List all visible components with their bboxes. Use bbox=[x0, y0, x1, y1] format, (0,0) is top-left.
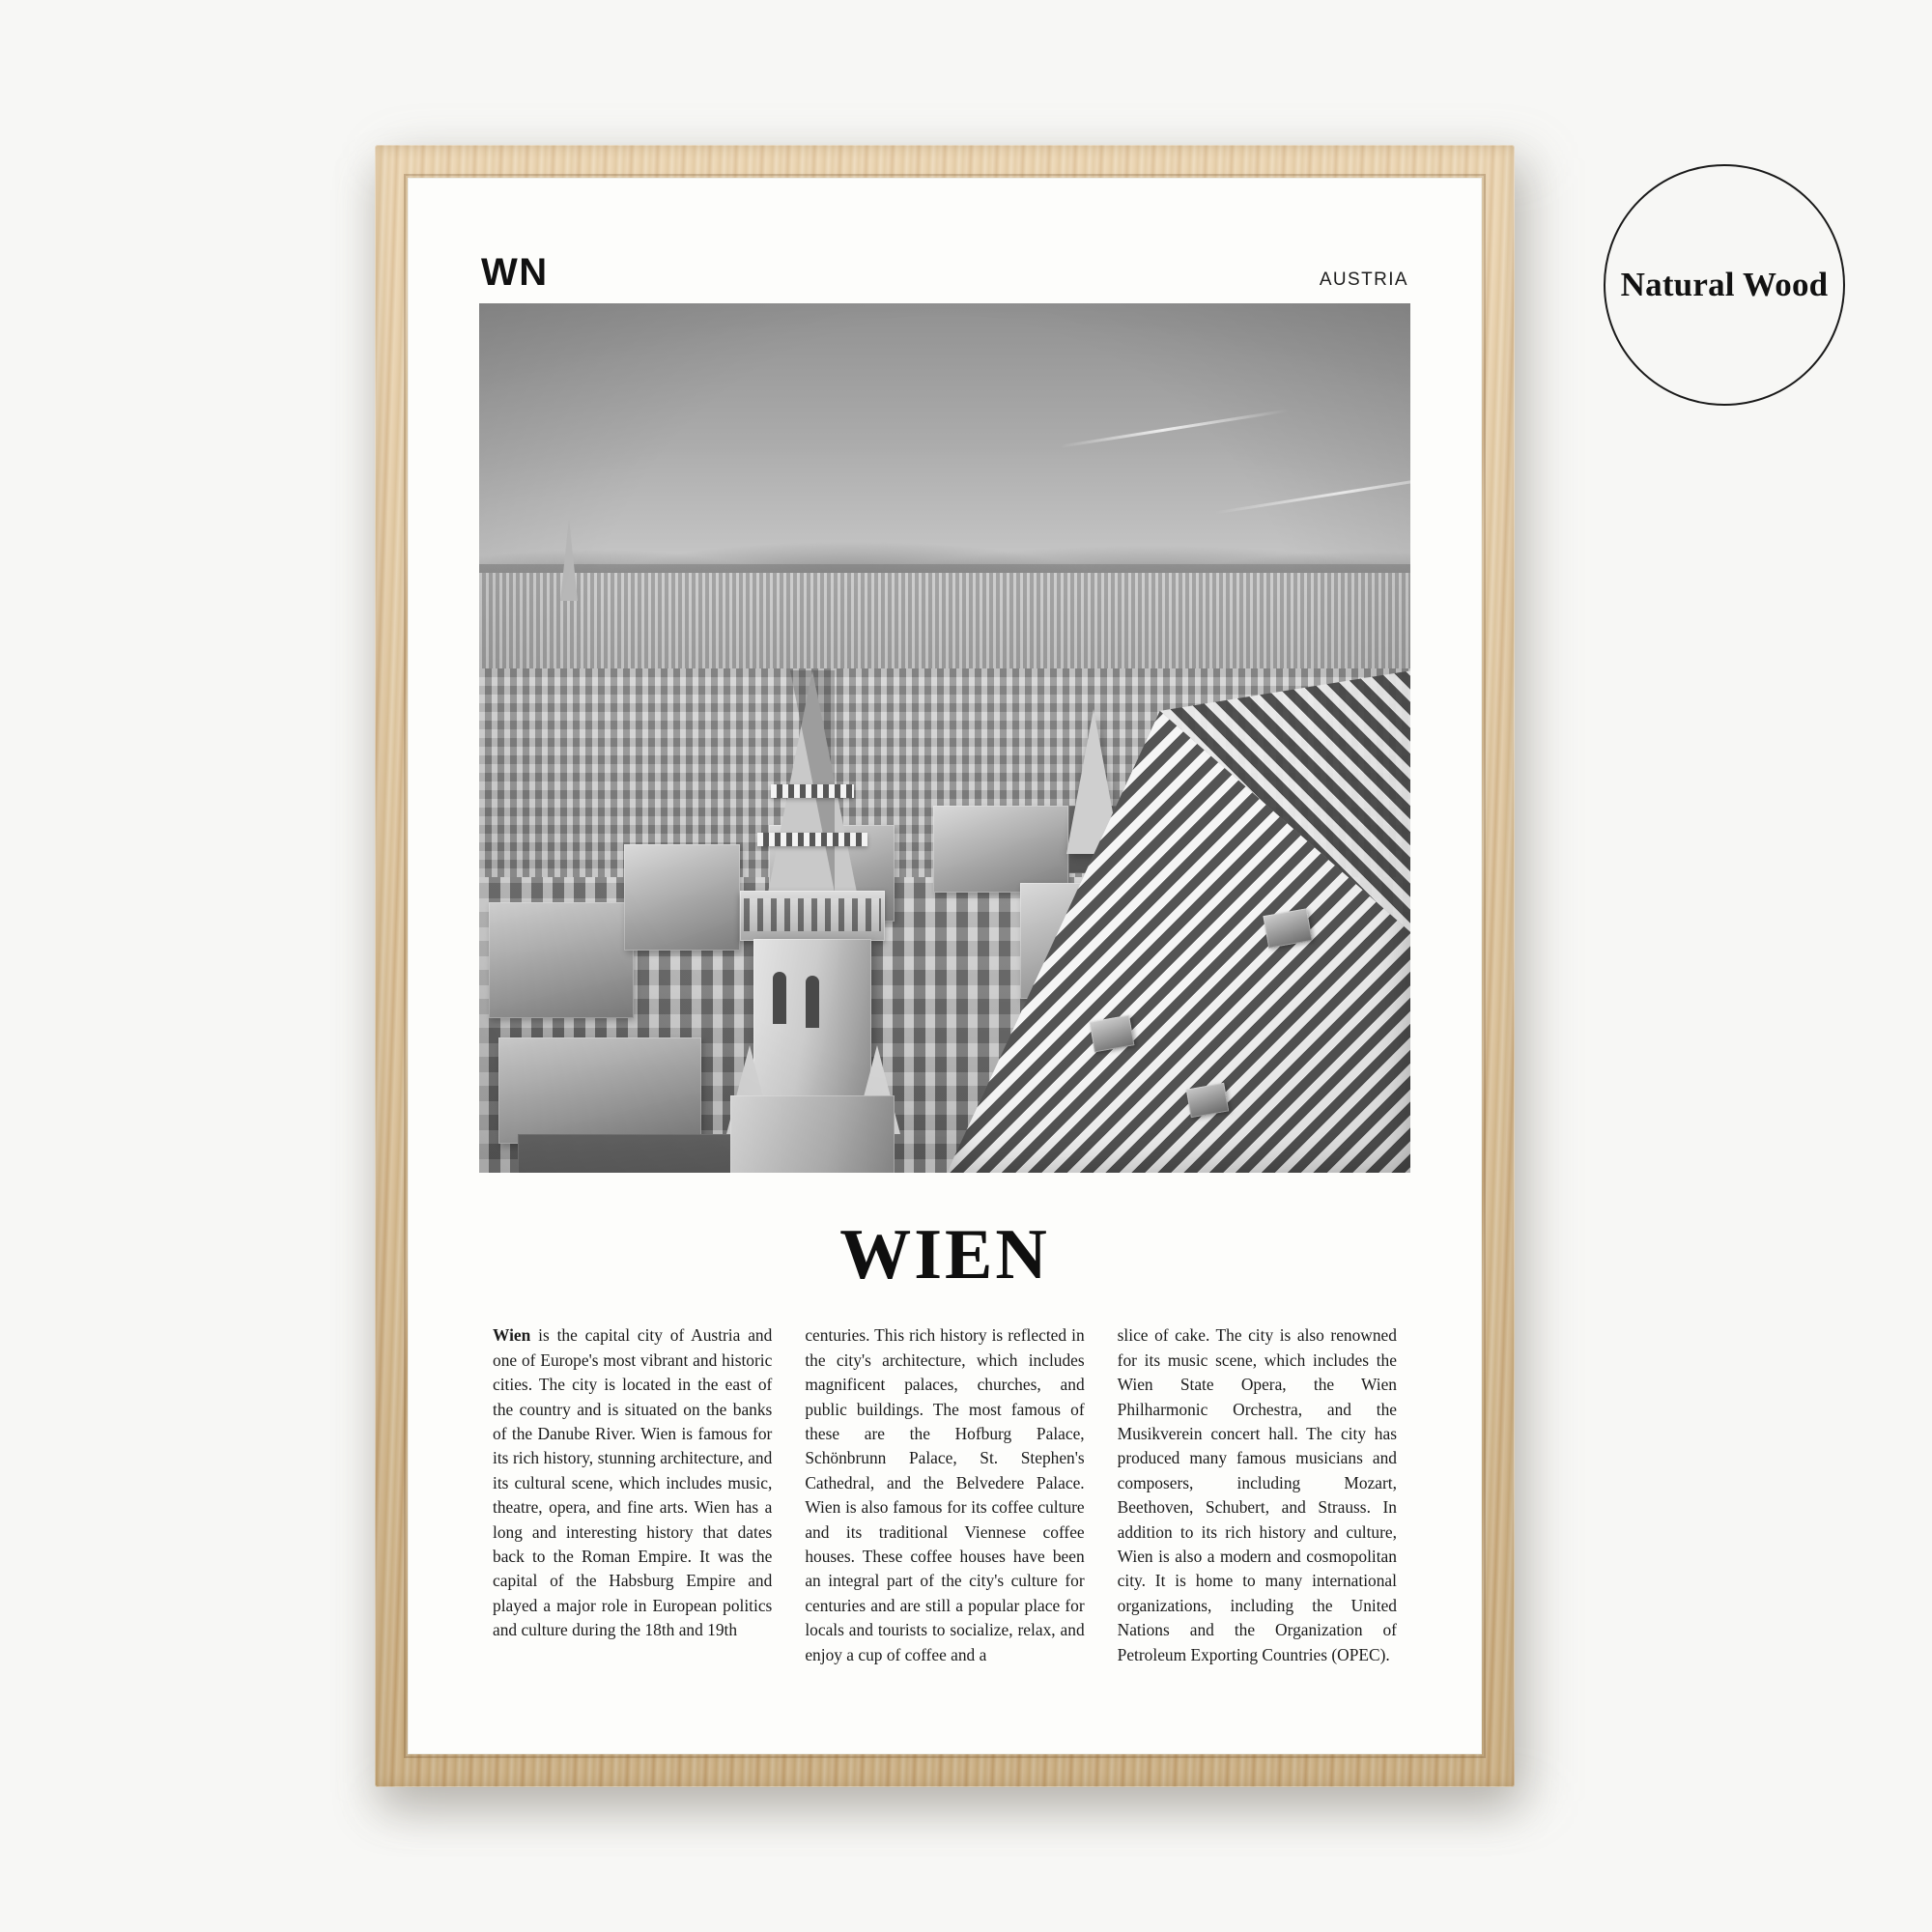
poster-column-1-text: is the capital city of Austria and one of Europe's most vibrant and historic cities. The city is located in the east of the country and is situated on the banks of the Danube River. Wien is famous for its rich history, stunning architecture, and its cultural scene, which includes music, theatre, opera, and fine arts. Wien has a long and interesting history that dates back to the Roman Empire. It was the capital of the Habsburg Empire and played a major role in European politics and culture during the 18th and 19th bbox=[493, 1325, 773, 1640]
poster-lead-word: Wien bbox=[493, 1325, 531, 1346]
poster-body bbox=[479, 1323, 1410, 1667]
poster-column-2-text: centuries. This rich history is reflected in the city's architecture, which includes magnificent palaces, churches, and public buildings. The most famous of these are the Hofburg Palace, Schönbrunn Palace, St. Stephen's Cathedral, and the Belvedere Palace. Wien is also famous for its coffee culture and its traditional Viennese coffee houses. These coffee houses have been an integral part of the city's culture for centuries and are still a popular place for locals and tourists to socialize, relax, and enjoy a cup of coffee and a bbox=[805, 1325, 1085, 1664]
poster-country: AUSTRIA bbox=[1319, 270, 1408, 290]
poster-column-3 bbox=[1118, 1323, 1397, 1667]
poster-column-3-text: slice of cake. The city is also renowned for its music scene, which includes the Wien State Opera, the Wien Philharmonic Orchestra, and the Musikverein concert hall. The city has produced many famous musicians and composers, including Mozart, Beethoven, Schubert, and Strauss. In addition to its rich history and culture, Wien is also a modern and cosmopolitan city. It is home to many international organizations, including the United Nations and the Organization of Petroleum Exporting Countries (OPEC). bbox=[1117, 1325, 1397, 1664]
frame-mat bbox=[408, 178, 1482, 1754]
poster-column-1 bbox=[493, 1323, 772, 1667]
poster-code: WN bbox=[481, 251, 549, 294]
photo-vignette bbox=[479, 303, 1410, 1173]
poster-title: WIEN bbox=[839, 1215, 1050, 1295]
natural-wood-badge bbox=[1604, 164, 1845, 406]
poster bbox=[479, 253, 1410, 1667]
poster-column-2 bbox=[805, 1323, 1084, 1667]
poster-photo bbox=[479, 303, 1410, 1173]
badge-label: Natural Wood bbox=[1620, 266, 1829, 303]
poster-header bbox=[479, 253, 1410, 303]
picture-frame bbox=[375, 145, 1515, 1787]
